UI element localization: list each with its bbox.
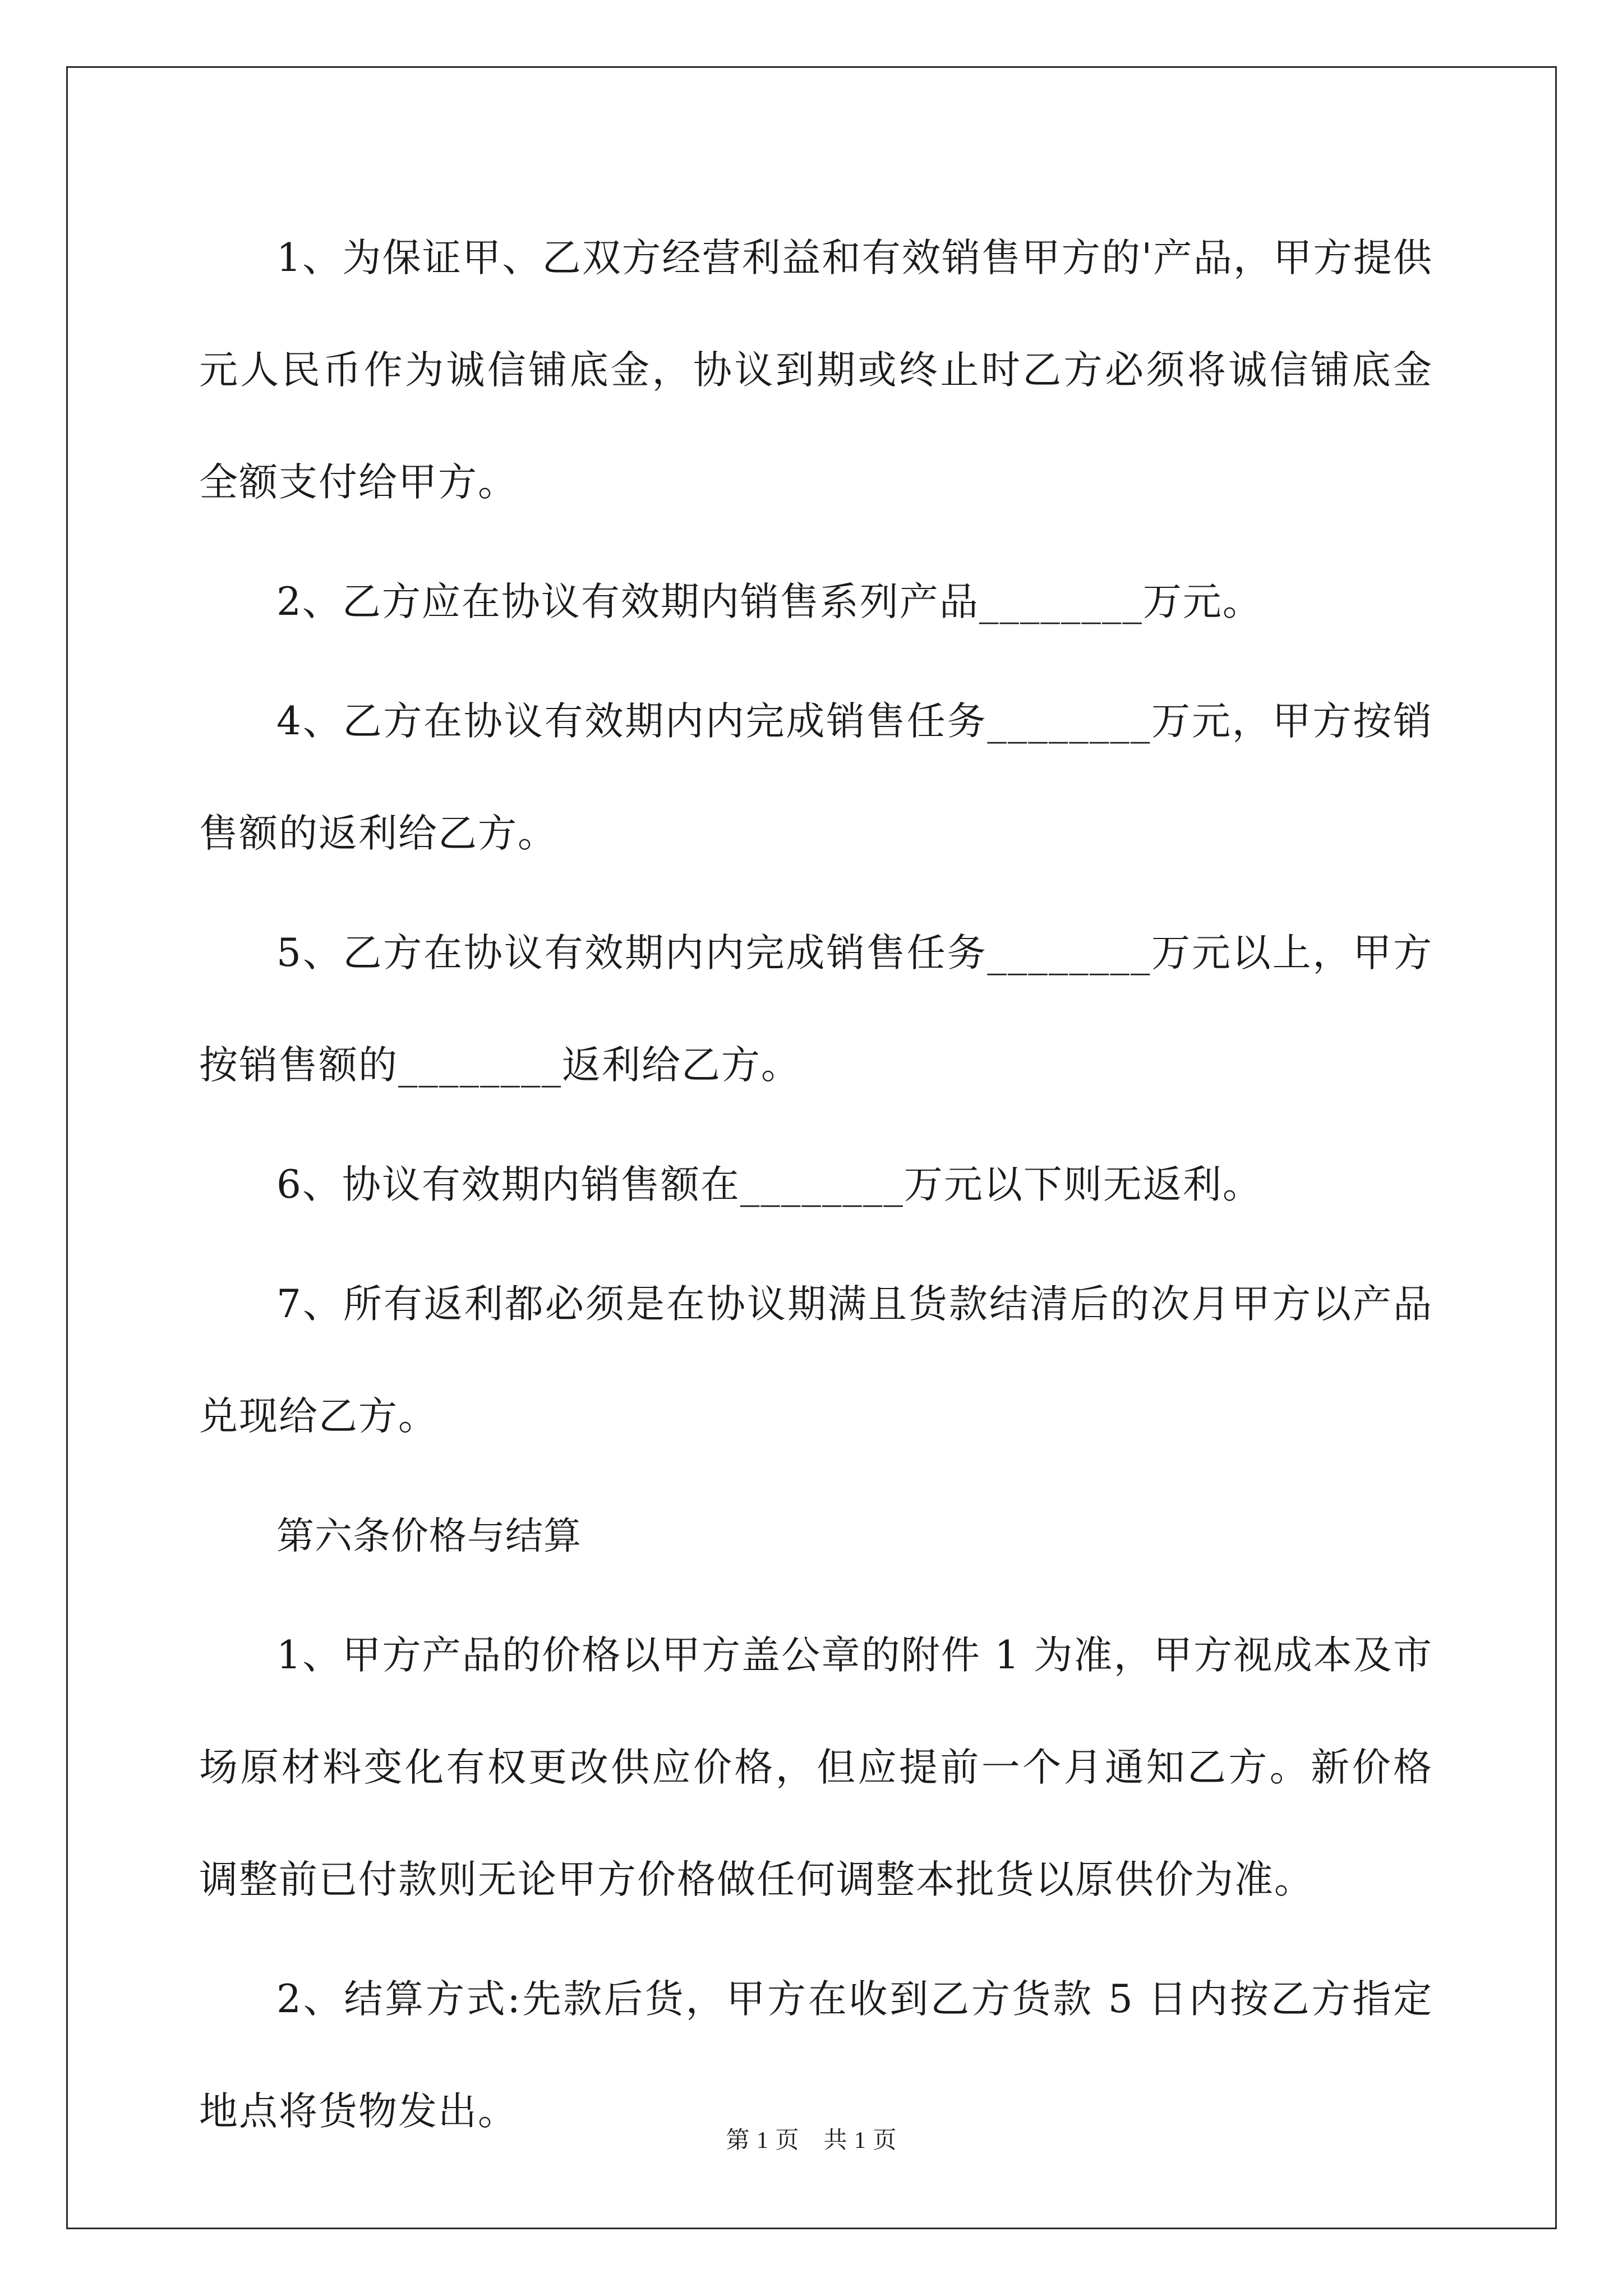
price-clause-1-paragraph: 1、甲方产品的价格以甲方盖公章的附件 1 为准，甲方视成本及市场原材料变化有权更改供应价格，但应提前一个月通知乙方。新价格调整前已付款则无论甲方价格做任何调整本批货以原供价为准。 xyxy=(199,1633,1433,1902)
price-clause-2-paragraph: 2、结算方式:先款后货，甲方在收到乙方货款 5 日内按乙方指定地点将货物发出。 xyxy=(199,1977,1433,2134)
clause-1-paragraph: 1、为保证甲、乙双方经营利益和有效销售甲方的'产品，甲方提供元人民币作为诚信铺底金，协议到期或终止时乙方必须将诚信铺底金全额支付给甲方。 xyxy=(199,236,1433,505)
clause-7-paragraph: 7、所有返利都必须是在协议期满且货款结清后的次月甲方以产品兑现给乙方。 xyxy=(199,1282,1433,1439)
clause-5-paragraph: 5、乙方在协议有效期内内完成销售任务________万元以上，甲方按销售额的________返利给乙方。 xyxy=(199,931,1433,1088)
clause-6-paragraph: 6、协议有效期内销售额在________万元以下则无返利。 xyxy=(276,1162,1262,1207)
document-body xyxy=(199,202,1433,2175)
clause-4-paragraph: 4、乙方在协议有效期内内完成销售任务________万元，甲方按销售额的返利给乙方。 xyxy=(199,699,1433,856)
section-heading: 第六条价格与结算 xyxy=(276,1514,582,1558)
clause-2-paragraph: 2、乙方应在协议有效期内销售系列产品________万元。 xyxy=(276,579,1262,624)
page-number-footer: 第 1 页 共 1 页 xyxy=(726,2128,897,2154)
